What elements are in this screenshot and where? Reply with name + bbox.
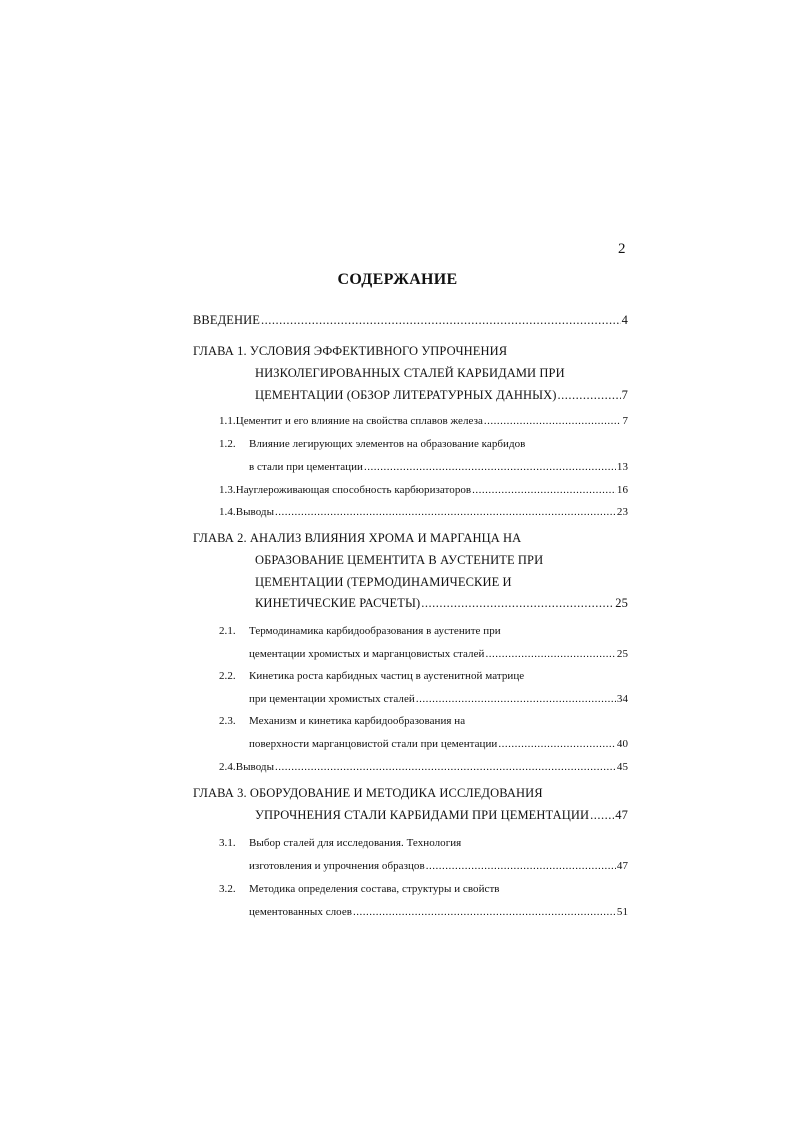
toc-section-text: Механизм и кинетика карбидообразования на (249, 715, 466, 727)
toc-section-number: 3.1. (219, 837, 236, 849)
page-number: 2 (618, 241, 626, 257)
toc-section-number: 1.2. (219, 438, 236, 450)
toc-entry-page: 34 (616, 693, 628, 705)
dot-leader (364, 458, 616, 476)
toc-section-2-1-line-2 (249, 645, 628, 663)
dot-leader (353, 903, 616, 921)
toc-section-2-1-line-1[interactable] (219, 622, 501, 640)
toc-entry-page: 13 (616, 461, 628, 473)
toc-section-number: 2.3. (219, 715, 236, 727)
toc-section-1-4[interactable] (219, 503, 628, 521)
toc-entry-text: ВВЕДЕНИЕ (193, 313, 260, 327)
toc-chapter-text: ОБРАЗОВАНИЕ ЦЕМЕНТИТА В АУСТЕНИТЕ ПРИ (255, 553, 544, 567)
toc-chapter-3-line-2 (255, 806, 628, 824)
dot-leader (275, 758, 616, 776)
dot-leader (484, 412, 622, 430)
toc-chapter-1-line-2 (255, 364, 565, 382)
toc-section-number: 1.1. (219, 415, 236, 427)
toc-section-3-1-line-2 (249, 857, 628, 875)
toc-section-text: при цементации хромистых сталей (249, 693, 415, 705)
toc-chapter-text: ГЛАВА 2. АНАЛИЗ ВЛИЯНИЯ ХРОМА И МАРГАНЦА НА (193, 531, 522, 545)
toc-section-text: Выводы (235, 761, 275, 773)
toc-section-number: 3.2. (219, 883, 236, 895)
toc-entry-page: 7 (621, 388, 628, 402)
toc-chapter-text: ГЛАВА 1. УСЛОВИЯ ЭФФЕКТИВНОГО УПРОЧНЕНИЯ (193, 344, 508, 358)
dot-leader (261, 311, 621, 329)
toc-section-3-2-line-1[interactable] (219, 880, 500, 898)
toc-section-text: Термодинамика карбидообразования в аустените при (249, 625, 501, 637)
toc-entry-page: 16 (616, 484, 628, 496)
toc-section-text: Науглероживающая способность карбюризаторов (235, 484, 472, 496)
toc-section-2-2-line-2 (249, 690, 628, 708)
toc-section-1-2-line-1[interactable] (219, 435, 525, 453)
toc-section-text: Выводы (235, 506, 275, 518)
toc-chapter-text: ЦЕМЕНТАЦИИ (ТЕРМОДИНАМИЧЕСКИЕ И (255, 575, 512, 589)
toc-section-number: 1.3. (219, 484, 236, 496)
dot-leader (472, 481, 616, 499)
toc-chapter-text: ЦЕМЕНТАЦИИ (ОБЗОР ЛИТЕРАТУРНЫХ ДАННЫХ) (255, 388, 557, 402)
toc-entry-page: 45 (616, 761, 628, 773)
toc-entry-page: 4 (621, 313, 628, 327)
toc-entry-page: 47 (615, 808, 628, 822)
toc-section-2-4[interactable] (219, 758, 628, 776)
toc-section-text: поверхности марганцовистой стали при цементации (249, 738, 498, 750)
toc-section-text: в стали при цементации (249, 461, 363, 473)
toc-section-text: Методика определения состава, структуры и свойств (249, 883, 500, 895)
toc-section-1-1[interactable] (219, 412, 628, 430)
dot-leader (421, 594, 614, 612)
toc-chapter-2-line-4 (255, 594, 628, 612)
toc-entry-intro[interactable] (193, 311, 628, 329)
toc-chapter-1-line-3 (255, 386, 628, 404)
toc-chapter-text: ГЛАВА 3. ОБОРУДОВАНИЕ И МЕТОДИКА ИССЛЕДОВАНИЯ (193, 786, 543, 800)
toc-section-text: Выбор сталей для исследования. Технология (249, 837, 462, 849)
toc-section-text: Кинетика роста карбидных частиц в аустенитной матрице (249, 670, 525, 682)
toc-section-2-3-line-2 (249, 735, 628, 753)
toc-chapter-2-line-3 (255, 573, 512, 591)
toc-chapter-text: УПРОЧНЕНИЯ СТАЛИ КАРБИДАМИ ПРИ ЦЕМЕНТАЦИИ (255, 808, 590, 822)
toc-section-text: цементованных слоев (249, 906, 353, 918)
dot-leader (416, 690, 616, 708)
toc-section-text: Влияние легирующих элементов на образование карбидов (249, 438, 526, 450)
dot-leader (485, 645, 615, 663)
dot-leader (590, 806, 614, 824)
toc-entry-page: 47 (616, 860, 628, 872)
toc-section-2-2-line-1[interactable] (219, 667, 524, 685)
dot-leader (275, 503, 616, 521)
toc-entry-page: 25 (616, 648, 628, 660)
toc-section-text: цементации хромистых и марганцовистых сталей (249, 648, 485, 660)
toc-entry-page: 51 (616, 906, 628, 918)
toc-chapter-text: НИЗКОЛЕГИРОВАННЫХ СТАЛЕЙ КАРБИДАМИ ПРИ (255, 366, 565, 380)
page-title: СОДЕРЖАНИЕ (337, 271, 458, 288)
toc-chapter-2-line-1[interactable] (193, 529, 521, 547)
dot-leader (558, 386, 621, 404)
toc-section-text: Цементит и его влияние на свойства сплавов железа (235, 415, 483, 427)
toc-section-3-1-line-1[interactable] (219, 834, 461, 852)
toc-section-3-2-line-2 (249, 903, 628, 921)
toc-entry-page: 23 (616, 506, 628, 518)
toc-section-text: изготовления и упрочнения образцов (249, 860, 425, 872)
toc-entry-page: 25 (615, 596, 628, 610)
toc-section-number: 2.1. (219, 625, 236, 637)
toc-section-number: 2.2. (219, 670, 236, 682)
toc-section-number: 2.4. (219, 761, 236, 773)
toc-chapter-1-line-1[interactable] (193, 342, 507, 360)
toc-section-2-3-line-1[interactable] (219, 712, 465, 730)
dot-leader (498, 735, 616, 753)
toc-section-1-3[interactable] (219, 481, 628, 499)
toc-entry-page: 7 (622, 415, 628, 427)
toc-section-1-2-line-2 (249, 458, 628, 476)
toc-entry-page: 40 (616, 738, 628, 750)
toc-section-number: 1.4. (219, 506, 236, 518)
toc-chapter-3-line-1[interactable] (193, 784, 543, 802)
toc-chapter-text: КИНЕТИЧЕСКИЕ РАСЧЕТЫ) (255, 596, 421, 610)
dot-leader (426, 857, 616, 875)
toc-chapter-2-line-2 (255, 551, 543, 569)
